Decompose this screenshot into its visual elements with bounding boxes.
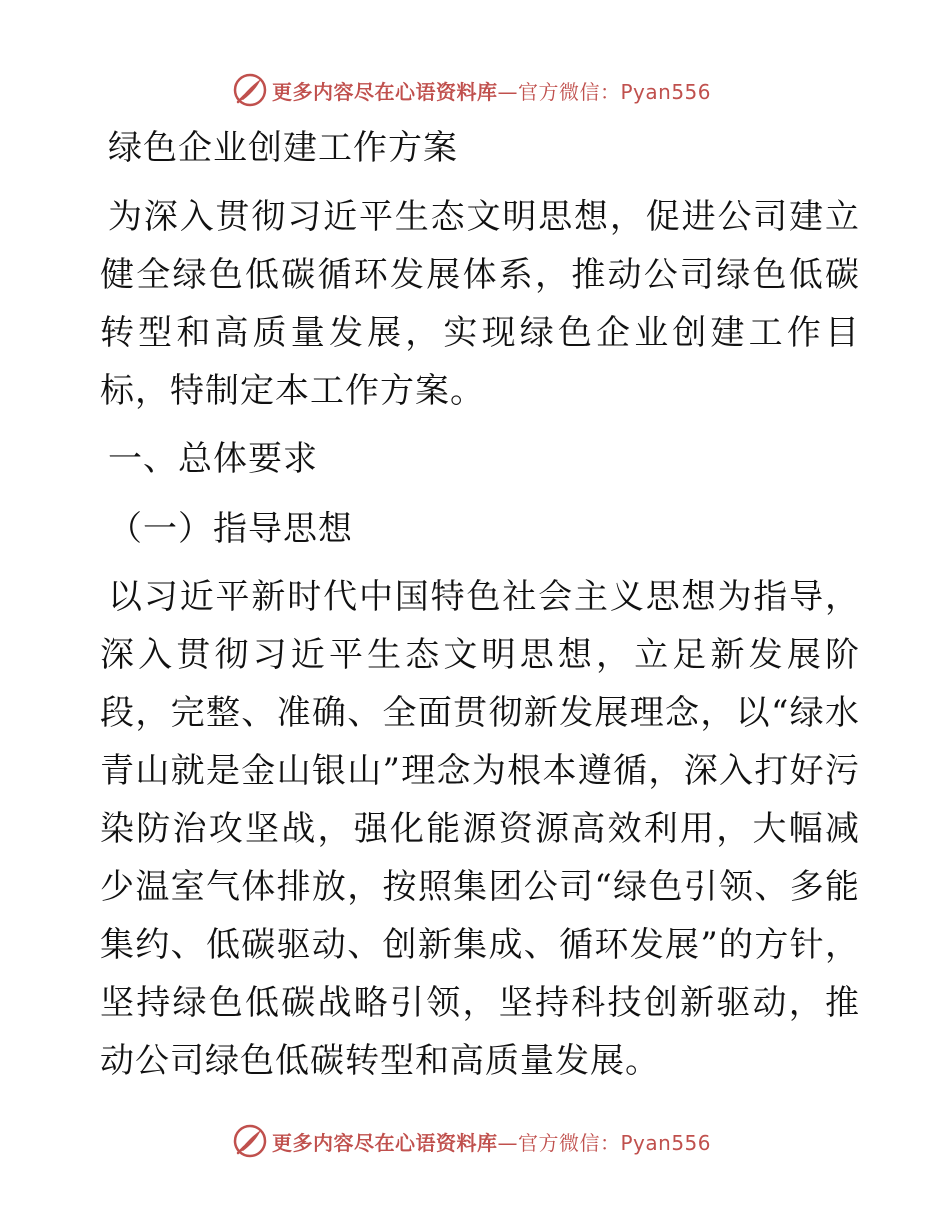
- banner-wechat-id: Pyan556: [620, 1130, 712, 1155]
- guiding-paragraph: 以习近平新时代中国特色社会主义思想为指导，深入贯彻习近平生态文明思想，立足新发展阶段，完整、准确、全面贯彻新发展理念，以“绿水青山就是金山银山”理念为根本遵循，深入打好污染防治攻坚战，强化能源资源高效利用，大幅减少温室气体排放，按照集团公司“绿色引领、多能集约、低碳驱动、创新集成、循环发展”的方针，坚持绿色低碳战略引领，坚持科技创新驱动，推动公司绿色低碳转型和高质量发展。: [100, 577, 860, 1081]
- intro-paragraph: 为深入贯彻习近平生态文明思想，促进公司建立健全绿色低碳循环发展体系，推动公司绿色低碳转型和高质量发展，实现绿色企业创建工作目标，特制定本工作方案。: [100, 197, 860, 411]
- banner-brand: 更多内容尽在心语资料库: [272, 79, 498, 104]
- footer-banner: [232, 1121, 711, 1161]
- document-body: [100, 122, 860, 1100]
- banner-wechat-label: 官方微信：: [518, 79, 621, 104]
- subsection-heading: （一）指导思想: [108, 509, 353, 549]
- quill-pen-seal-icon: [232, 72, 268, 108]
- banner-separator: —: [497, 79, 518, 104]
- header-banner: [232, 70, 711, 110]
- section-heading: 一、总体要求: [108, 439, 318, 479]
- banner-brand: 更多内容尽在心语资料库: [272, 1130, 498, 1155]
- document-title: 绿色企业创建工作方案: [108, 128, 458, 168]
- banner-wechat-id: Pyan556: [620, 79, 712, 104]
- quill-pen-seal-icon: [232, 1123, 268, 1159]
- banner-separator: —: [497, 1130, 518, 1155]
- banner-wechat-label: 官方微信：: [518, 1130, 621, 1155]
